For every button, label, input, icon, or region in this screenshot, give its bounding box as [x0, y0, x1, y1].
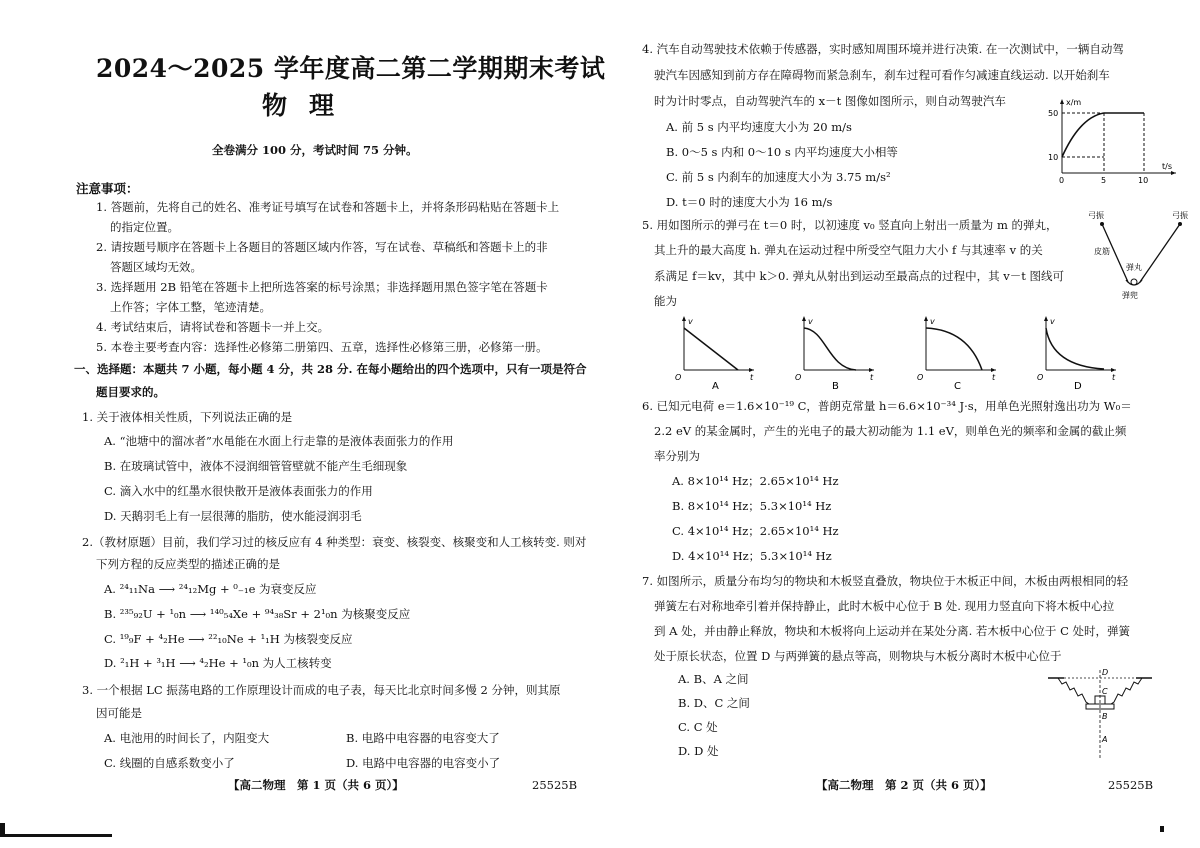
- q2-stem: 2.（教材原题）目前，我们学习过的核反应有 4 种类型：衰变、核裂变、核聚变和人工核转变. 则对: [82, 535, 587, 549]
- page-footer-code: 25525B: [1108, 778, 1154, 792]
- q4-stem: 4. 汽车自动驾驶技术依赖于传感器，实时感知周围环境并进行决策. 在一次测试中，一辆自动驾: [642, 42, 1124, 56]
- q4-option: C. 前 5 s 内刹车的加速度大小为 3.75 m/s²: [666, 170, 891, 184]
- q5-label-leather: 皮筋: [1094, 247, 1110, 256]
- q7-stem: 处于原长状态，位置 D 与两弹簧的悬点等高，则物块与木板分离时木板中心位于: [654, 649, 1062, 663]
- section-heading: 题目要求的。: [96, 385, 165, 399]
- q5-stem: 其上升的最大高度 h. 弹丸在运动过程中所受空气阻力大小 f 与其速率 v 的关: [654, 243, 1043, 257]
- q5-label-pellet: 弹丸: [1126, 263, 1142, 272]
- q4-x-tick: 5: [1101, 176, 1107, 185]
- q5-stem: 能为: [654, 294, 677, 308]
- q5-graph-a: [670, 314, 760, 392]
- q7-label-a: A: [1102, 735, 1108, 744]
- q5-graph-d: [1032, 314, 1122, 392]
- q3-stem: 因可能是: [96, 706, 142, 720]
- q2-option: B. ²³⁵₉₂U + ¹₀n ⟶ ¹⁴⁰₅₄Xe + ⁹⁴₃₈Sr + 2¹₀n 为核聚变反应: [104, 607, 411, 621]
- q3-stem: 3. 一个根据 LC 振荡电路的工作原理设计而成的电子表，每天比北京时间多慢 2 分钟，则其原: [82, 683, 561, 697]
- section-heading: 一、选择题：本题共 7 小题，每小题 4 分，共 28 分. 在每小题给出的四个选项中，只有一项是符合: [74, 362, 587, 376]
- q7-stem: 到 A 处，并由静止释放，物块和木板将向上运动并在某处分离. 若木板中心位于 C 处时，弹簧: [654, 624, 1131, 638]
- q2-option: A. ²⁴₁₁Na ⟶ ²⁴₁₂Mg + ⁰₋₁e 为衰变反应: [104, 582, 317, 596]
- notes-title: 注意事项：: [76, 181, 139, 196]
- q5-graph-label: B: [832, 381, 839, 392]
- q4-x-tick: 0: [1059, 176, 1065, 185]
- q2-option: C. ¹⁹₉F + ⁴₂He ⟶ ²²₁₀Ne + ¹₁H 为核裂变反应: [104, 632, 353, 646]
- q7-option: B. D、C 之间: [678, 696, 750, 710]
- q2-option: D. ²₁H + ³₁H ⟶ ⁴₂He + ¹₀n 为人工核转变: [104, 656, 332, 670]
- q4-xt-graph: [1040, 95, 1180, 185]
- q4-y-axis-label: x/m: [1066, 98, 1082, 107]
- q6-stem: 率分别为: [654, 449, 700, 463]
- q4-stem: 驶汽车因感知到前方存在障碍物而紧急刹车，刹车过程可看作匀减速直线运动. 以开始刹车: [654, 68, 1110, 82]
- q3-option: D. 电路中电容器的电容变小了: [346, 756, 501, 770]
- note-line: 上作答；字体工整，笔迹清楚。: [110, 300, 271, 314]
- exam-title: 2024～2025 学年度高二第二学期期末考试: [96, 54, 606, 83]
- q7-spring-board-figure: [1046, 664, 1154, 764]
- note-line: 3. 选择题用 2B 铅笔在答题卡上把所选答案的标号涂黑；非选择题用黑色签字笔在答题卡: [96, 280, 548, 294]
- note-line: 的指定位置。: [110, 220, 179, 234]
- q6-option: A. 8×10¹⁴ Hz；2.65×10¹⁴ Hz: [672, 474, 839, 488]
- note-line: 2. 请按题号顺序在答题卡上各题目的答题区域内作答，写在试卷、草稿纸和答题卡上的非: [96, 240, 548, 254]
- q7-option: D. D 处: [678, 744, 719, 758]
- q4-option: B. 0～5 s 内和 0～10 s 内平均速度大小相等: [666, 145, 898, 159]
- q5-stem: 5. 用如图所示的弹弓在 t＝0 时，以初速度 v₀ 竖直向上射出一质量为 m 的弹丸，: [642, 218, 1058, 232]
- note-line: 4. 考试结束后，请将试卷和答题卡一并上交。: [96, 320, 330, 334]
- q7-label-d: D: [1102, 668, 1109, 677]
- q7-stem: 弹簧左右对称地牵引着并保持静止，此时木板中心位于 B 处. 现用力竖直向下将木板中心拉: [654, 599, 1115, 613]
- q5-graph-label: C: [954, 381, 961, 392]
- q2-stem: 下列方程的反应类型的描述正确的是: [96, 557, 280, 571]
- page-2: [600, 0, 1200, 848]
- svg-text:v: v: [808, 317, 813, 326]
- q5-graph-label: A: [712, 381, 719, 392]
- svg-text:O: O: [675, 373, 682, 382]
- page-footer-label: 【高二物理 第 2 页（共 6 页）】: [816, 778, 992, 792]
- q7-label-c: C: [1102, 687, 1108, 696]
- note-line: 答题区域均无效。: [110, 260, 202, 274]
- q1-option: C. 滴入水中的红墨水很快散开是液体表面张力的作用: [104, 484, 373, 498]
- q7-option: C. C 处: [678, 720, 718, 734]
- svg-text:O: O: [795, 373, 802, 382]
- q6-stem: 6. 已知元电荷 e＝1.6×10⁻¹⁹ C，普朗克常量 h＝6.6×10⁻³⁴ J·s，用单色光照射逸出功为 W₀＝: [642, 399, 1132, 413]
- q1-option: D. 天鹅羽毛上有一层很薄的脂肪，使水能浸润羽毛: [104, 509, 362, 523]
- q6-option: C. 4×10¹⁴ Hz；2.65×10¹⁴ Hz: [672, 524, 839, 538]
- q1-stem: 1. 关于液体相关性质，下列说法正确的是: [82, 410, 293, 424]
- q5-graph-b: [790, 314, 880, 392]
- q5-stem: 系满足 f＝kv，其中 k＞0. 弹丸从射出到运动至最高点的过程中，其 v－t 图线可: [654, 269, 1065, 283]
- exam-info: 全卷满分 100 分，考试时间 75 分钟。: [212, 143, 418, 157]
- q5-label-band-right: 弓振: [1172, 211, 1188, 220]
- svg-text:v: v: [1050, 317, 1055, 326]
- svg-text:t: t: [1112, 373, 1116, 382]
- q4-y-tick: 10: [1048, 153, 1059, 162]
- q4-x-tick: 10: [1138, 176, 1149, 185]
- q3-option: C. 线圈的自感系数变小了: [104, 756, 235, 770]
- q6-option: B. 8×10¹⁴ Hz；5.3×10¹⁴ Hz: [672, 499, 832, 513]
- page-footer-label: 【高二物理 第 1 页（共 6 页）】: [228, 778, 404, 792]
- scan-edge-mark: [0, 834, 112, 837]
- q1-option: B. 在玻璃试管中，液体不浸润细管管壁就不能产生毛细现象: [104, 459, 408, 473]
- svg-text:v: v: [930, 317, 935, 326]
- q5-graph-label: D: [1074, 381, 1082, 392]
- q5-graph-c: [912, 314, 1002, 392]
- q5-slingshot-figure: [1080, 208, 1195, 300]
- q6-option: D. 4×10¹⁴ Hz；5.3×10¹⁴ Hz: [672, 549, 832, 563]
- svg-text:O: O: [1037, 373, 1044, 382]
- svg-text:v: v: [688, 317, 693, 326]
- svg-text:t: t: [870, 373, 874, 382]
- q4-stem: 时为计时零点，自动驾驶汽车的 x－t 图像如图所示，则自动驾驶汽车: [654, 94, 1006, 108]
- scan-edge-mark: [1160, 826, 1164, 832]
- q3-option: A. 电池用的时间长了，内阻变大: [104, 731, 270, 745]
- svg-text:t: t: [750, 373, 754, 382]
- q6-stem: 2.2 eV 的某金属时，产生的光电子的最大初动能为 1.1 eV，则单色光的频率和金属的截止频: [654, 424, 1127, 438]
- q7-label-b: B: [1102, 712, 1108, 721]
- q7-stem: 7. 如图所示，质量分布均匀的物块和木板竖直叠放，物块位于木板正中间，木板由两根相同的轻: [642, 574, 1129, 588]
- subject-title: 物理: [262, 91, 357, 120]
- q4-option: D. t＝0 时的速度大小为 16 m/s: [666, 195, 833, 209]
- note-line: 5. 本卷主要考查内容：选择性必修第二册第四、五章，选择性必修第三册，必修第一册。: [96, 340, 548, 354]
- q4-y-tick: 50: [1048, 109, 1059, 118]
- q5-label-pouch: 弹兜: [1122, 291, 1138, 300]
- q5-label-band-left: 弓振: [1088, 211, 1104, 220]
- q4-option: A. 前 5 s 内平均速度大小为 20 m/s: [666, 120, 852, 134]
- page-footer-code: 25525B: [532, 778, 578, 792]
- q7-option: A. B、A 之间: [678, 672, 749, 686]
- q3-option: B. 电路中电容器的电容变大了: [346, 731, 500, 745]
- note-line: 1. 答题前，先将自己的姓名、准考证号填写在试卷和答题卡上，并将条形码粘贴在答题卡上: [96, 200, 560, 214]
- q4-x-axis-label: t/s: [1162, 162, 1172, 171]
- svg-text:t: t: [992, 373, 996, 382]
- q1-option: A. “池塘中的溜冰者”水黾能在水面上行走靠的是液体表面张力的作用: [104, 434, 454, 448]
- svg-text:O: O: [917, 373, 924, 382]
